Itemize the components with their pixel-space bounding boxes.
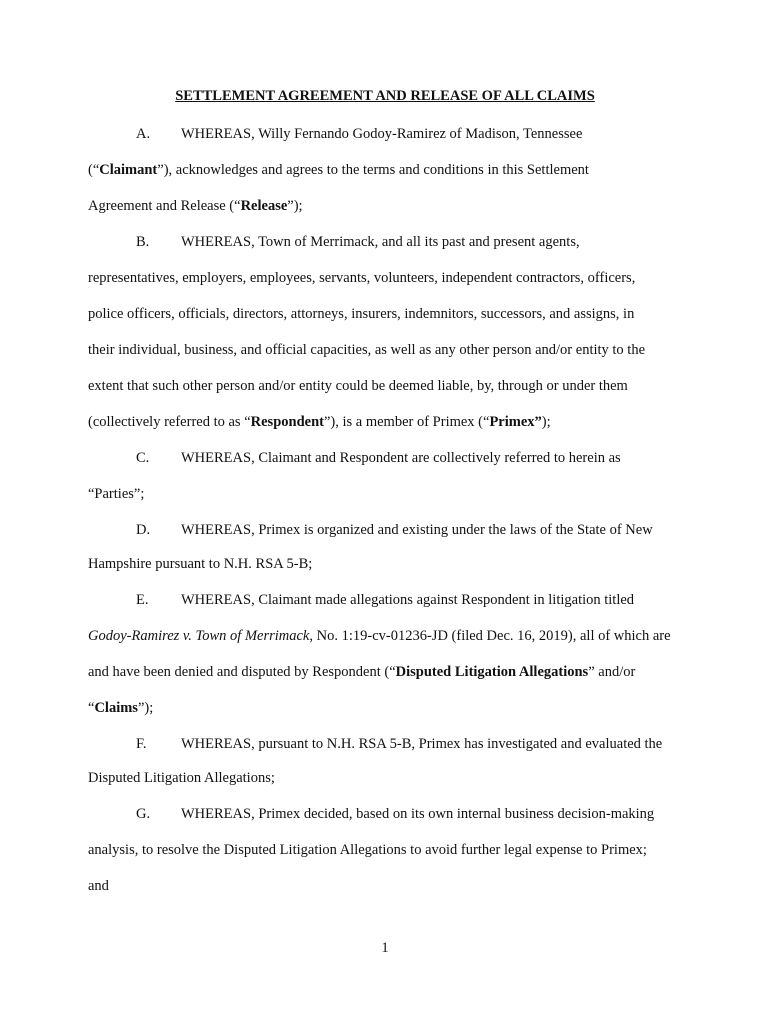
- paragraph-b-line-6: (collectively referred to as “Respondent”), is a member of Primex (“Primex”);: [88, 414, 551, 430]
- paragraph-f-letter: F.: [136, 736, 147, 752]
- disputed-allegations-term: Disputed Litigation Allegations: [395, 664, 589, 680]
- paragraph-a-line-1: WHEREAS, Willy Fernando Godoy-Ramirez of Madison, Tennessee: [181, 126, 583, 142]
- claimant-term: Claimant: [99, 162, 158, 178]
- document-title: SETTLEMENT AGREEMENT AND RELEASE OF ALL CLAIMS: [175, 88, 595, 104]
- paragraph-e-line-2: Godoy-Ramirez v. Town of Merrimack, No. 1:19-cv-01236-JD (filed Dec. 16, 2019), all of which are: [88, 628, 671, 644]
- paragraph-e-line-4: “Claims”);: [88, 700, 154, 716]
- paragraph-g-letter: G.: [136, 806, 151, 822]
- paragraph-c-line-1: WHEREAS, Claimant and Respondent are collectively referred to herein as: [181, 450, 621, 466]
- paragraph-d-line-2: Hampshire pursuant to N.H. RSA 5-B;: [88, 556, 313, 572]
- paragraph-b-line-1: WHEREAS, Town of Merrimack, and all its past and present agents,: [181, 234, 580, 250]
- paragraph-b-line-5: extent that such other person and/or entity could be deemed liable, by, through or under them: [88, 378, 628, 394]
- respondent-term: Respondent: [250, 414, 324, 430]
- paragraph-a-letter: A.: [136, 126, 151, 142]
- paragraph-g-line-3: and: [88, 878, 109, 894]
- paragraph-g-line-2: analysis, to resolve the Disputed Litigation Allegations to avoid further legal expense to Primex;: [88, 842, 647, 858]
- page-number: 1: [381, 940, 389, 956]
- paragraph-c-line-2: “Parties”;: [88, 486, 145, 502]
- paragraph-e-line-1: WHEREAS, Claimant made allegations against Respondent in litigation titled: [181, 592, 635, 608]
- primex-term: Primex”: [489, 414, 542, 430]
- paragraph-d-letter: D.: [136, 522, 151, 538]
- paragraph-b-line-3: police officers, officials, directors, attorneys, insurers, indemnitors, successors, and assigns, in: [88, 306, 635, 322]
- paragraph-c-letter: C.: [136, 450, 150, 466]
- paragraph-d-line-1: WHEREAS, Primex is organized and existing under the laws of the State of New: [181, 522, 653, 538]
- case-title: Godoy-Ramirez v. Town of Merrimack: [88, 628, 310, 644]
- paragraph-e-line-3: and have been denied and disputed by Respondent (“Disputed Litigation Allegations” and/or: [88, 664, 636, 680]
- paragraph-f-line-1: WHEREAS, pursuant to N.H. RSA 5-B, Primex has investigated and evaluated the: [181, 736, 663, 752]
- claims-term: Claims: [94, 700, 138, 716]
- paragraph-f-line-2: Disputed Litigation Allegations;: [88, 770, 275, 786]
- paragraph-b-letter: B.: [136, 234, 150, 250]
- paragraph-b-line-2: representatives, employers, employees, servants, volunteers, independent contractors, officers,: [88, 270, 636, 286]
- paragraph-g-line-1: WHEREAS, Primex decided, based on its own internal business decision-making: [181, 806, 655, 822]
- paragraph-e-letter: E.: [136, 592, 149, 608]
- paragraph-a-line-3: Agreement and Release (“Release”);: [88, 198, 303, 214]
- paragraph-b-line-4: their individual, business, and official capacities, as well as any other person and/or entity to the: [88, 342, 646, 358]
- paragraph-a-line-2: (“Claimant”), acknowledges and agrees to the terms and conditions in this Settlement: [88, 162, 589, 178]
- release-term: Release: [240, 198, 288, 214]
